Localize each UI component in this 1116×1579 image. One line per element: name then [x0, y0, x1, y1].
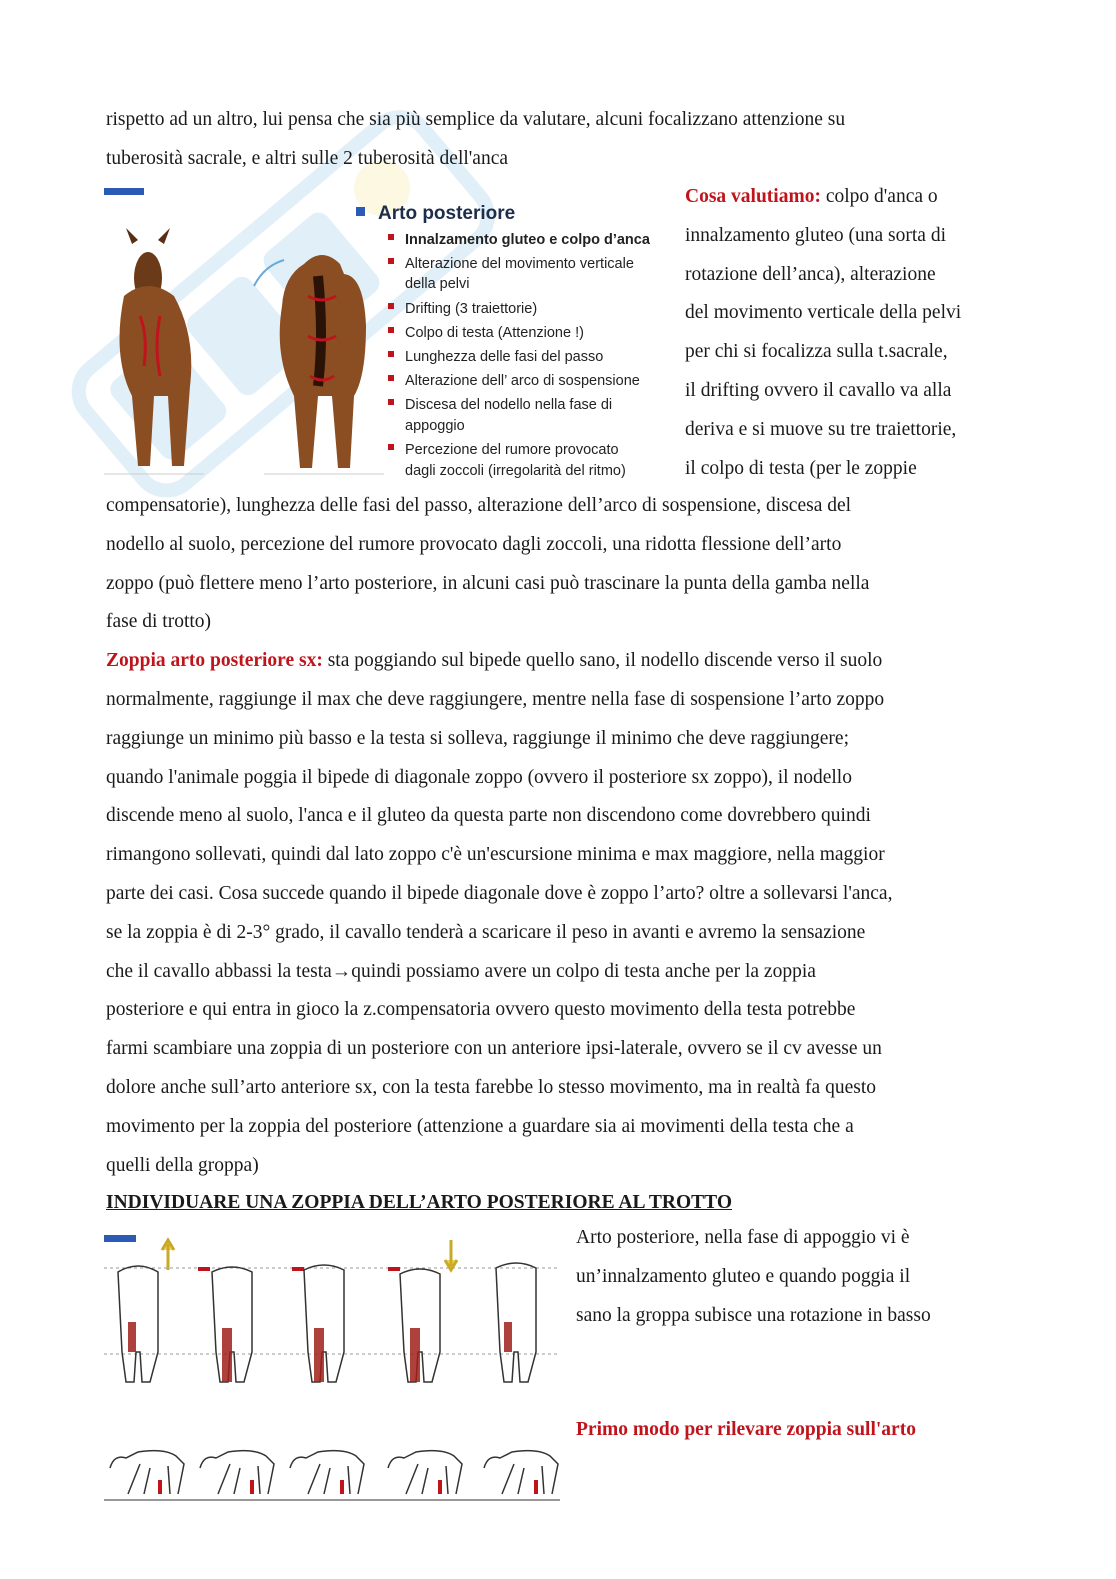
marker-icon: [388, 1267, 400, 1271]
horse-rear-view-image-1: [104, 228, 204, 474]
list-bullet-icon: [388, 375, 394, 381]
text-line: quelli della groppa): [106, 1154, 259, 1176]
text-line: posteriore e qui entra in gioco la z.compensatoria ovvero questo movimento della testa potrebbe: [106, 999, 856, 1021]
list-bullet-icon: [388, 327, 394, 333]
list-item: Discesa del nodello nella fase di: [405, 397, 613, 413]
highlighted-leg-markers: [158, 1480, 538, 1494]
text-line: movimento per la zoppia del posteriore (attenzione a guardare sia ai movimenti della testa che a: [106, 1115, 854, 1137]
rotation-arrow-icon: [254, 260, 284, 286]
list-item: Colpo di testa (Attenzione !): [405, 325, 584, 341]
figure-marker-icon: [104, 188, 144, 195]
cosa-line: il colpo di testa (per le zoppie: [685, 457, 917, 479]
arrow-icon: →: [331, 960, 352, 982]
text-line: nodello al suolo, percezione del rumore provocato dagli zoccoli, una ridotta flessione dell’arto: [106, 533, 842, 555]
list-item-cont: della pelvi: [405, 276, 470, 292]
text-line: sano la groppa subisce una rotazione in basso: [576, 1304, 931, 1326]
list-bullet-icon: [388, 351, 394, 357]
marker-icon: [198, 1267, 210, 1271]
rear-legs-drawings: [118, 1263, 536, 1382]
figure-list: [388, 232, 651, 479]
horse-rear-view-image-2: [264, 255, 384, 474]
text-line: quando l'animale poggia il bipede di diagonale zoppo (ovvero il posteriore sx zoppo), il nodello: [106, 766, 852, 788]
cosa-line: il drifting ovvero il cavallo va alla: [685, 379, 952, 401]
text-line: quindi possiamo avere un colpo di testa anche per la zoppia: [351, 960, 816, 982]
figure-arto-posteriore: [104, 186, 664, 484]
list-item: Percezione del rumore provocato: [405, 442, 619, 458]
text-line: un’innalzamento gluteo e quando poggia il: [576, 1265, 911, 1287]
cosa-line: del movimento verticale della pelvi: [685, 302, 962, 324]
cosa-line: innalzamento gluteo (una sorta di: [685, 224, 947, 246]
figure-trot-sequence-rear: [104, 1232, 560, 1392]
up-arrow-icon: [162, 1240, 174, 1270]
cosa-line: per chi si focalizza sulla t.sacrale,: [685, 341, 948, 363]
zoppia-label: Zoppia arto posteriore sx:: [106, 650, 323, 672]
cosa-continuation-text: [106, 487, 1016, 1185]
cosa-line: deriva e si muove su tre traiettorie,: [685, 418, 957, 440]
text-line: farmi scambiare una zoppia di un posteriore con un anteriore ipsi-laterale, ovvero se il cv avesse un: [106, 1038, 882, 1060]
intro-text: [106, 101, 1016, 179]
figure-trot-sequence-side: [104, 1428, 560, 1504]
list-bullet-icon: [388, 234, 394, 240]
list-item: Drifting (3 traiettorie): [405, 301, 538, 317]
text-line: discende meno al suolo, l'anca e il gluteo da questa parte non discendono come dovrebbero quindi: [106, 805, 871, 827]
text-line: raggiunge un minimo più basso e la testa si solleva, raggiunge il minimo che deve raggiungere;: [106, 727, 849, 749]
text-line: sta poggiando sul bipede quello sano, il nodello discende verso il suolo: [322, 650, 883, 672]
list-item-cont: appoggio: [405, 418, 465, 434]
list-item: Alterazione del movimento verticale: [405, 256, 634, 272]
list-item: Innalzamento gluteo e colpo d’anca: [405, 232, 650, 248]
intro-line-1: rispetto ad un altro, lui pensa che sia più semplice da valutare, alcuni focalizzano attenzione su: [106, 109, 846, 130]
text-line: zoppo (può flettere meno l’arto posteriore, in alcuni casi può trascinare la punta della gamba nella: [106, 572, 870, 594]
section-heading: INDIVIDUARE UNA ZOPPIA DELL’ARTO POSTERIORE AL TROTTO: [106, 1192, 732, 1213]
list-item: Lunghezza delle fasi del passo: [405, 349, 604, 365]
text-line: che il cavallo abbassi la testa: [106, 960, 332, 982]
highlighted-hoof-markers: [128, 1322, 512, 1382]
down-arrow-icon: [445, 1240, 457, 1270]
list-bullet-icon: [388, 444, 394, 450]
cosa-line: rotazione dell’anca), alterazione: [685, 263, 936, 285]
list-item-cont: dagli zoccoli (irregolarità del ritmo): [405, 463, 626, 479]
text-line: rimangono sollevati, quindi dal lato zoppo c'è un'escursione minima e max maggiore, nella maggior: [106, 844, 885, 866]
primo-modo-heading: Primo modo per rilevare zoppia sull'arto: [576, 1419, 916, 1440]
text-line: fase di trotto): [106, 611, 212, 633]
list-item: Alterazione dell’ arco di sospensione: [405, 373, 640, 389]
figure-title: Arto posteriore: [378, 203, 516, 224]
list-bullet-icon: [388, 399, 394, 405]
text-line: dolore anche sull’arto anteriore sx, con la testa farebbe lo stesso movimento, ma in realtà fa questo: [106, 1076, 876, 1098]
text-line: se la zoppia è di 2-3° grado, il cavallo tenderà a scaricare il peso in avanti e avremo la sensazione: [106, 921, 866, 943]
cosa-valutiamo-label: Cosa valutiamo:: [685, 186, 821, 207]
text-line: parte dei casi. Cosa succede quando il bipede diagonale dove è zoppo l’arto? oltre a sollevarsi l'anca,: [106, 882, 893, 904]
intro-line-2: tuberosità sacrale, e altri sulle 2 tuberosità dell'anca: [106, 147, 509, 169]
list-bullet-icon: [388, 303, 394, 309]
text-line: compensatorie), lunghezza delle fasi del passo, alterazione dell’arco di sospensione, discesa del: [106, 495, 852, 516]
list-bullet-icon: [388, 258, 394, 264]
cosa-valutiamo-text: [685, 178, 1015, 488]
list-title-bullet-icon: [356, 207, 365, 216]
text-line: normalmente, raggiunge il max che deve raggiungere, mentre nella fase di sospensione l’arto zoppo: [106, 688, 885, 710]
text-line: Arto posteriore, nella fase di appoggio vi è: [576, 1227, 910, 1248]
marker-icon: [292, 1267, 304, 1271]
arto-posteriore-text: [576, 1219, 1016, 1335]
cosa-line: colpo d'anca o: [820, 186, 938, 207]
side-view-horses: [110, 1451, 558, 1494]
figure-marker-icon: [104, 1235, 136, 1242]
